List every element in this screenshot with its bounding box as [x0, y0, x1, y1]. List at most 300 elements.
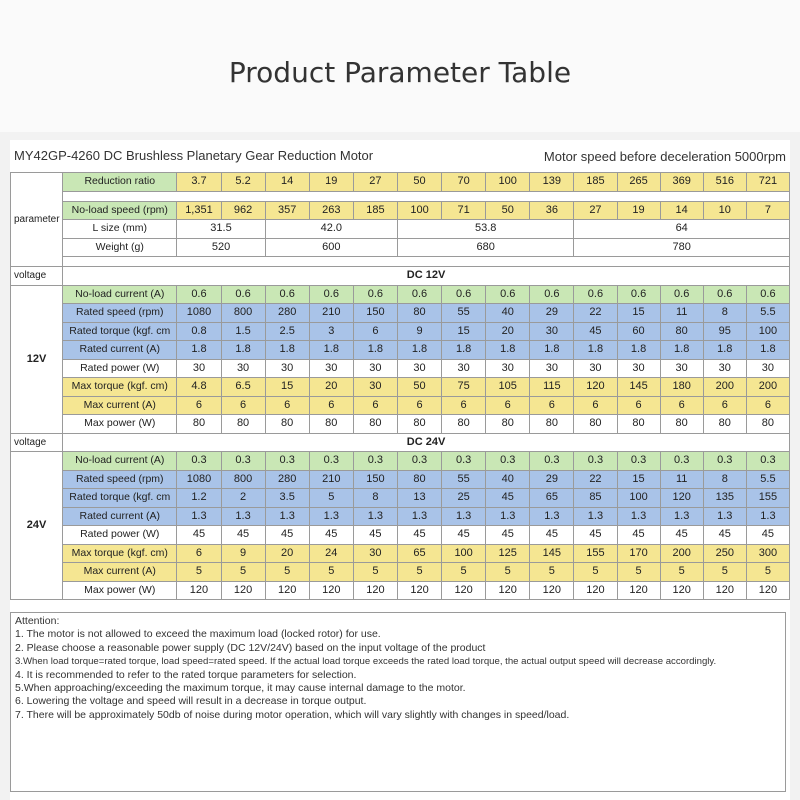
value-cell: 1.3: [530, 507, 574, 526]
value-cell: 210: [309, 304, 353, 323]
attention-title: Attention:: [15, 615, 60, 627]
value-cell: 42.0: [265, 220, 397, 239]
value-cell: 40: [486, 304, 530, 323]
value-cell: 55: [442, 304, 486, 323]
value-cell: 1.8: [353, 341, 397, 360]
value-cell: 6: [309, 396, 353, 415]
value-cell: 25: [442, 489, 486, 508]
value-cell: 45: [397, 526, 441, 545]
value-cell: 30: [530, 322, 574, 341]
value-cell: 80: [397, 415, 441, 434]
value-cell: 100: [442, 544, 486, 563]
ratio-row: [11, 173, 790, 192]
value-cell: 64: [574, 220, 790, 239]
value-cell: 71: [442, 201, 486, 220]
value-cell: 0.6: [574, 285, 617, 304]
value-cell: 5.5: [746, 304, 789, 323]
value-cell: 200: [660, 544, 703, 563]
value-cell: 53.8: [397, 220, 573, 239]
value-cell: 1.2: [177, 489, 221, 508]
value-cell: 1.3: [221, 507, 265, 526]
ratio-cell: 14: [265, 173, 309, 192]
value-cell: 6: [530, 396, 574, 415]
value-cell: 1.8: [221, 341, 265, 360]
value-cell: 9: [397, 322, 441, 341]
value-cell: 30: [442, 359, 486, 378]
speed-note: Motor speed before deceleration 5000rpm: [543, 149, 786, 164]
value-cell: 1.3: [746, 507, 789, 526]
value-cell: 30: [703, 359, 746, 378]
value-cell: 185: [353, 201, 397, 220]
value-cell: 4.8: [177, 378, 221, 397]
value-cell: 6.5: [221, 378, 265, 397]
value-cell: 145: [530, 544, 574, 563]
value-cell: 80: [574, 415, 617, 434]
value-cell: 263: [309, 201, 353, 220]
value-cell: 105: [486, 378, 530, 397]
value-cell: 45: [442, 526, 486, 545]
value-cell: 45: [486, 489, 530, 508]
value-cell: 125: [486, 544, 530, 563]
value-cell: 80: [309, 415, 353, 434]
value-cell: 80: [353, 415, 397, 434]
voltage-label: voltage: [11, 267, 63, 286]
value-cell: 0.6: [221, 285, 265, 304]
parameter-label: parameter: [11, 173, 63, 267]
value-cell: 95: [703, 322, 746, 341]
row-label: Rated current (A): [63, 507, 177, 526]
value-cell: 6: [617, 396, 660, 415]
value-cell: 120: [703, 581, 746, 600]
value-cell: 3.5: [265, 489, 309, 508]
value-cell: 24: [309, 544, 353, 563]
value-cell: 5: [397, 563, 441, 582]
value-cell: 45: [574, 526, 617, 545]
value-cell: 0.6: [442, 285, 486, 304]
spec-row: [11, 489, 790, 508]
model-name: MY42GP-4260 DC Brushless Planetary Gear Reduction Motor: [14, 148, 374, 163]
value-cell: 357: [265, 201, 309, 220]
spec-row: [11, 322, 790, 341]
value-cell: 45: [574, 322, 617, 341]
spec-row: [11, 285, 790, 304]
value-cell: 0.3: [397, 452, 441, 471]
value-cell: 250: [703, 544, 746, 563]
value-cell: 200: [703, 378, 746, 397]
value-cell: 5.5: [746, 470, 789, 489]
value-cell: 45: [746, 526, 789, 545]
value-cell: 1.3: [617, 507, 660, 526]
value-cell: 1.3: [353, 507, 397, 526]
value-cell: 30: [353, 544, 397, 563]
value-cell: 15: [442, 322, 486, 341]
value-cell: 120: [265, 581, 309, 600]
value-cell: 0.3: [617, 452, 660, 471]
spec-row: [11, 341, 790, 360]
value-cell: 45: [660, 526, 703, 545]
value-cell: 15: [617, 304, 660, 323]
voltage-row: [11, 433, 790, 452]
value-cell: 80: [221, 415, 265, 434]
value-cell: 11: [660, 470, 703, 489]
value-cell: 0.6: [703, 285, 746, 304]
voltage-row: [11, 267, 790, 286]
value-cell: 8: [703, 304, 746, 323]
value-cell: 962: [221, 201, 265, 220]
value-cell: 1.3: [177, 507, 221, 526]
ratio-cell: 19: [309, 173, 353, 192]
row-label: Max torque (kgf. cm): [63, 378, 177, 397]
value-cell: 6: [486, 396, 530, 415]
value-cell: 150: [353, 470, 397, 489]
value-cell: 8: [353, 489, 397, 508]
value-cell: 14: [660, 201, 703, 220]
value-cell: 1.8: [442, 341, 486, 360]
voltage-band: DC 24V: [63, 433, 790, 452]
value-cell: 30: [530, 359, 574, 378]
value-cell: 3: [309, 322, 353, 341]
value-cell: 5: [746, 563, 789, 582]
weight-row: [11, 238, 790, 257]
ratio-cell: 265: [617, 173, 660, 192]
value-cell: 680: [397, 238, 573, 257]
value-cell: 10: [703, 201, 746, 220]
value-cell: 40: [486, 470, 530, 489]
value-cell: 1.3: [660, 507, 703, 526]
value-cell: 0.3: [746, 452, 789, 471]
spec-row: [11, 526, 790, 545]
value-cell: 45: [617, 526, 660, 545]
value-cell: 15: [617, 470, 660, 489]
attention-notes: [10, 612, 786, 792]
value-cell: 80: [530, 415, 574, 434]
value-cell: 120: [309, 581, 353, 600]
value-cell: 6: [177, 396, 221, 415]
value-cell: 45: [530, 526, 574, 545]
ratio-cell: 139: [530, 173, 574, 192]
value-cell: 120: [177, 581, 221, 600]
value-cell: 7: [746, 201, 789, 220]
value-cell: 5: [309, 489, 353, 508]
value-cell: 5: [309, 563, 353, 582]
value-cell: 30: [177, 359, 221, 378]
value-cell: 5: [660, 563, 703, 582]
spec-row: [11, 544, 790, 563]
value-cell: 2.5: [265, 322, 309, 341]
value-cell: 1.8: [703, 341, 746, 360]
value-cell: 200: [746, 378, 789, 397]
value-cell: 6: [442, 396, 486, 415]
value-cell: 45: [221, 526, 265, 545]
value-cell: 1.3: [309, 507, 353, 526]
row-label: Rated power (W): [63, 526, 177, 545]
no-load-speed-row: [11, 201, 790, 220]
value-cell: 20: [486, 322, 530, 341]
value-cell: 120: [574, 378, 617, 397]
value-cell: 120: [397, 581, 441, 600]
spacer-row: [11, 191, 790, 201]
value-cell: 1080: [177, 304, 221, 323]
row-label: Rated speed (rpm): [63, 470, 177, 489]
value-cell: 0.8: [177, 322, 221, 341]
ratio-cell: 721: [746, 173, 789, 192]
value-cell: 50: [397, 378, 441, 397]
value-cell: 80: [177, 415, 221, 434]
value-cell: 0.3: [442, 452, 486, 471]
value-cell: 5: [442, 563, 486, 582]
value-cell: 1.8: [397, 341, 441, 360]
value-cell: 30: [574, 359, 617, 378]
value-cell: 120: [486, 581, 530, 600]
value-cell: 800: [221, 470, 265, 489]
row-label: No-load speed (rpm): [63, 201, 177, 220]
value-cell: 1.8: [309, 341, 353, 360]
parameter-table: [10, 172, 790, 600]
value-cell: 0.3: [530, 452, 574, 471]
value-cell: 600: [265, 238, 397, 257]
page-title: Product Parameter Table: [228, 56, 572, 89]
value-cell: 5: [221, 563, 265, 582]
value-cell: 1.3: [397, 507, 441, 526]
row-label: Rated speed (rpm): [63, 304, 177, 323]
value-cell: 22: [574, 470, 617, 489]
value-cell: 6: [221, 396, 265, 415]
value-cell: 180: [660, 378, 703, 397]
value-cell: 120: [221, 581, 265, 600]
value-cell: 1.3: [703, 507, 746, 526]
spec-row: [11, 470, 790, 489]
parameter-sheet: [10, 140, 790, 800]
value-cell: 1.3: [486, 507, 530, 526]
row-label: Weight (g): [63, 238, 177, 257]
row-label: Rated torque (kgf. cm: [63, 489, 177, 508]
attention-item: 2. Please choose a reasonable power supply (DC 12V/24V) based on the input voltage of the product: [15, 641, 486, 654]
value-cell: 145: [617, 378, 660, 397]
value-cell: 5: [486, 563, 530, 582]
value-cell: 120: [353, 581, 397, 600]
row-label: Max current (A): [63, 563, 177, 582]
value-cell: 45: [353, 526, 397, 545]
value-cell: 6: [177, 544, 221, 563]
value-cell: 31.5: [177, 220, 265, 239]
attention-item: 4. It is recommended to refer to the rated torque parameters for selection.: [15, 668, 357, 681]
ratio-cell: 50: [397, 173, 441, 192]
value-cell: 120: [660, 581, 703, 600]
value-cell: 30: [309, 359, 353, 378]
value-cell: 0.3: [660, 452, 703, 471]
value-cell: 1080: [177, 470, 221, 489]
row-label: Max torque (kgf. cm): [63, 544, 177, 563]
row-label: Rated torque (kgf. cm: [63, 322, 177, 341]
value-cell: 45: [177, 526, 221, 545]
spec-row: [11, 452, 790, 471]
l-size-row: [11, 220, 790, 239]
value-cell: 1.8: [574, 341, 617, 360]
value-cell: 1.8: [530, 341, 574, 360]
value-cell: 1,351: [177, 201, 221, 220]
row-label: No-load current (A): [63, 452, 177, 471]
value-cell: 80: [486, 415, 530, 434]
value-cell: 19: [617, 201, 660, 220]
value-cell: 1.3: [442, 507, 486, 526]
ratio-cell: 3.7: [177, 173, 221, 192]
value-cell: 36: [530, 201, 574, 220]
value-cell: 100: [746, 322, 789, 341]
value-cell: 800: [221, 304, 265, 323]
value-cell: 6: [265, 396, 309, 415]
value-cell: 6: [703, 396, 746, 415]
value-cell: 30: [221, 359, 265, 378]
header: [0, 0, 800, 132]
value-cell: 75: [442, 378, 486, 397]
value-cell: 6: [397, 396, 441, 415]
value-cell: 45: [309, 526, 353, 545]
value-cell: 0.6: [309, 285, 353, 304]
spec-row: [11, 581, 790, 600]
value-cell: 1.8: [617, 341, 660, 360]
value-cell: 300: [746, 544, 789, 563]
value-cell: 120: [617, 581, 660, 600]
row-label: Reduction ratio: [63, 173, 177, 192]
value-cell: 0.3: [703, 452, 746, 471]
value-cell: 30: [617, 359, 660, 378]
value-cell: 5: [530, 563, 574, 582]
value-cell: 1.8: [486, 341, 530, 360]
value-cell: 155: [574, 544, 617, 563]
value-cell: 5: [265, 563, 309, 582]
value-cell: 155: [746, 489, 789, 508]
voltage-group-label: 12V: [11, 285, 63, 433]
value-cell: 0.6: [660, 285, 703, 304]
value-cell: 80: [397, 470, 441, 489]
value-cell: 0.3: [353, 452, 397, 471]
value-cell: 65: [530, 489, 574, 508]
value-cell: 30: [397, 359, 441, 378]
ratio-cell: 27: [353, 173, 397, 192]
voltage-band: DC 12V: [63, 267, 790, 286]
ratio-cell: 185: [574, 173, 617, 192]
spacer-cell: [63, 191, 790, 201]
row-label: Rated current (A): [63, 341, 177, 360]
attention-item: 1. The motor is not allowed to exceed the maximum load (locked rotor) for use.: [15, 628, 381, 641]
value-cell: 120: [746, 581, 789, 600]
row-label: No-load current (A): [63, 285, 177, 304]
value-cell: 80: [617, 415, 660, 434]
value-cell: 6: [353, 322, 397, 341]
value-cell: 9: [221, 544, 265, 563]
voltage-group-label: 24V: [11, 452, 63, 600]
row-label: Max power (W): [63, 415, 177, 434]
attention-item: 7. There will be approximately 50db of noise during motor operation, which will vary slightly with changes in speed/load.: [15, 708, 570, 721]
value-cell: 60: [617, 322, 660, 341]
value-cell: 15: [265, 378, 309, 397]
value-cell: 0.6: [397, 285, 441, 304]
value-cell: 8: [703, 470, 746, 489]
value-cell: 100: [617, 489, 660, 508]
value-cell: 120: [574, 581, 617, 600]
value-cell: 80: [397, 304, 441, 323]
value-cell: 0.3: [574, 452, 617, 471]
value-cell: 11: [660, 304, 703, 323]
value-cell: 6: [746, 396, 789, 415]
value-cell: 1.8: [177, 341, 221, 360]
value-cell: 280: [265, 304, 309, 323]
value-cell: 45: [703, 526, 746, 545]
ratio-cell: 5.2: [221, 173, 265, 192]
value-cell: 30: [265, 359, 309, 378]
value-cell: 22: [574, 304, 617, 323]
attention-item: 3.When load torque=rated torque, load speed=rated speed. If the actual load torque exceeds the rated load torque, the actual output speed will decrease accordingly.: [15, 656, 717, 668]
value-cell: 85: [574, 489, 617, 508]
spec-row: [11, 378, 790, 397]
value-cell: 80: [265, 415, 309, 434]
value-cell: 120: [442, 581, 486, 600]
ratio-cell: 516: [703, 173, 746, 192]
value-cell: 1.8: [746, 341, 789, 360]
value-cell: 45: [486, 526, 530, 545]
voltage-label: voltage: [11, 433, 63, 452]
value-cell: 1.8: [660, 341, 703, 360]
value-cell: 80: [442, 415, 486, 434]
value-cell: 0.6: [177, 285, 221, 304]
value-cell: 80: [703, 415, 746, 434]
value-cell: 45: [265, 526, 309, 545]
value-cell: 0.6: [530, 285, 574, 304]
value-cell: 5: [617, 563, 660, 582]
value-cell: 27: [574, 201, 617, 220]
value-cell: 5: [574, 563, 617, 582]
value-cell: 5: [177, 563, 221, 582]
value-cell: 30: [660, 359, 703, 378]
value-cell: 1.3: [265, 507, 309, 526]
attention-item: 5.When approaching/exceeding the maximum torque, it may cause internal damage to the motor.: [15, 682, 466, 695]
value-cell: 0.3: [221, 452, 265, 471]
value-cell: 780: [574, 238, 790, 257]
spec-row: [11, 359, 790, 378]
value-cell: 5: [353, 563, 397, 582]
spacer-row: [11, 257, 790, 267]
value-cell: 2: [221, 489, 265, 508]
value-cell: 6: [353, 396, 397, 415]
value-cell: 0.6: [617, 285, 660, 304]
value-cell: 0.3: [486, 452, 530, 471]
value-cell: 0.6: [486, 285, 530, 304]
value-cell: 0.6: [746, 285, 789, 304]
value-cell: 0.3: [309, 452, 353, 471]
value-cell: 6: [660, 396, 703, 415]
value-cell: 280: [265, 470, 309, 489]
row-label: Max power (W): [63, 581, 177, 600]
spec-row: [11, 507, 790, 526]
value-cell: 0.6: [353, 285, 397, 304]
spec-row: [11, 304, 790, 323]
spec-row: [11, 396, 790, 415]
row-label: Rated power (W): [63, 359, 177, 378]
value-cell: 29: [530, 304, 574, 323]
value-cell: 150: [353, 304, 397, 323]
value-cell: 30: [353, 378, 397, 397]
row-label: L size (mm): [63, 220, 177, 239]
row-label: Max current (A): [63, 396, 177, 415]
ratio-cell: 369: [660, 173, 703, 192]
value-cell: 520: [177, 238, 265, 257]
value-cell: 29: [530, 470, 574, 489]
value-cell: 0.3: [265, 452, 309, 471]
value-cell: 170: [617, 544, 660, 563]
value-cell: 120: [660, 489, 703, 508]
value-cell: 20: [309, 378, 353, 397]
value-cell: 135: [703, 489, 746, 508]
